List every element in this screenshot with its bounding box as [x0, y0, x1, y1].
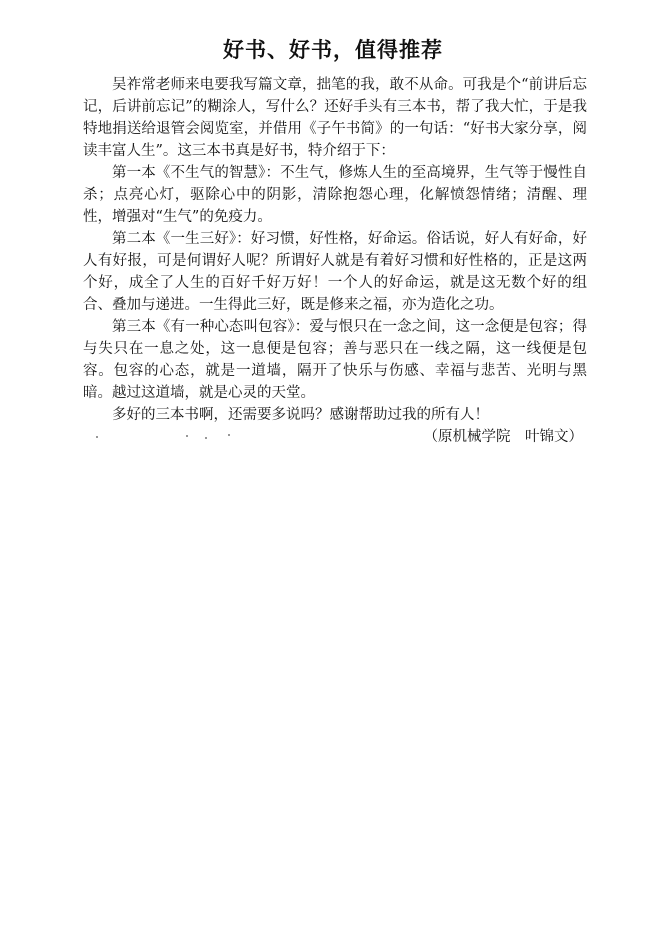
- scan-speck: [205, 437, 207, 439]
- scan-speck: [186, 435, 188, 437]
- article-body: [83, 74, 587, 448]
- scan-speck: [228, 434, 230, 436]
- article-title: 好书、好书，值得推荐: [223, 38, 443, 62]
- paragraph-closing: 多好的三本书啊，还需要多说吗？感谢帮助过我的所有人！: [112, 407, 489, 423]
- scan-speck: [96, 436, 98, 438]
- author-signature: （原机械学院 叶锦文）: [423, 429, 583, 445]
- paragraph-book-three: 第三本《有一种心态叫包容》：爱与恨只在一念之间，这一念便是包容；得与失只在一息之处，这一息便是包容；善与恶只在一线之隔，这一线便是包容。包容的心态，就是一道墙，隔开了快乐与伤感、幸福与悲苦、光明与黑暗。越过这道墙，就是心灵的天堂。: [83, 319, 587, 401]
- paragraph-intro: 吴祚常老师来电要我写篇文章，拙笔的我，敢不从命。可我是个“前讲后忘记，后讲前忘记”的糊涂人，写什么？还好手头有三本书，帮了我大忙，于是我特地捐送给退管会阅览室，并借用《子午书简》的一句话：“好书大家分享，阅读丰富人生”。这三本书真是好书，特介绍于下：: [83, 77, 587, 159]
- paragraph-book-one: 第一本《不生气的智慧》：不生气，修炼人生的至高境界，生气等于慢性自杀；点亮心灯，驱除心中的阴影，清除抱怨心理，化解愤怨情绪；清醒、理性，增强对“生气”的免疫力。: [83, 165, 587, 225]
- paragraph-book-two: 第二本《一生三好》：好习惯，好性格，好命运。俗话说，好人有好命，好人有好报，可是何谓好人呢？所谓好人就是有着好习惯和好性格的，正是这两个好，成全了人生的百好千好万好！一个人的好命运，就是这无数个好的组合、叠加与递进。一生得此三好，既是修来之福，亦为造化之功。: [83, 231, 587, 313]
